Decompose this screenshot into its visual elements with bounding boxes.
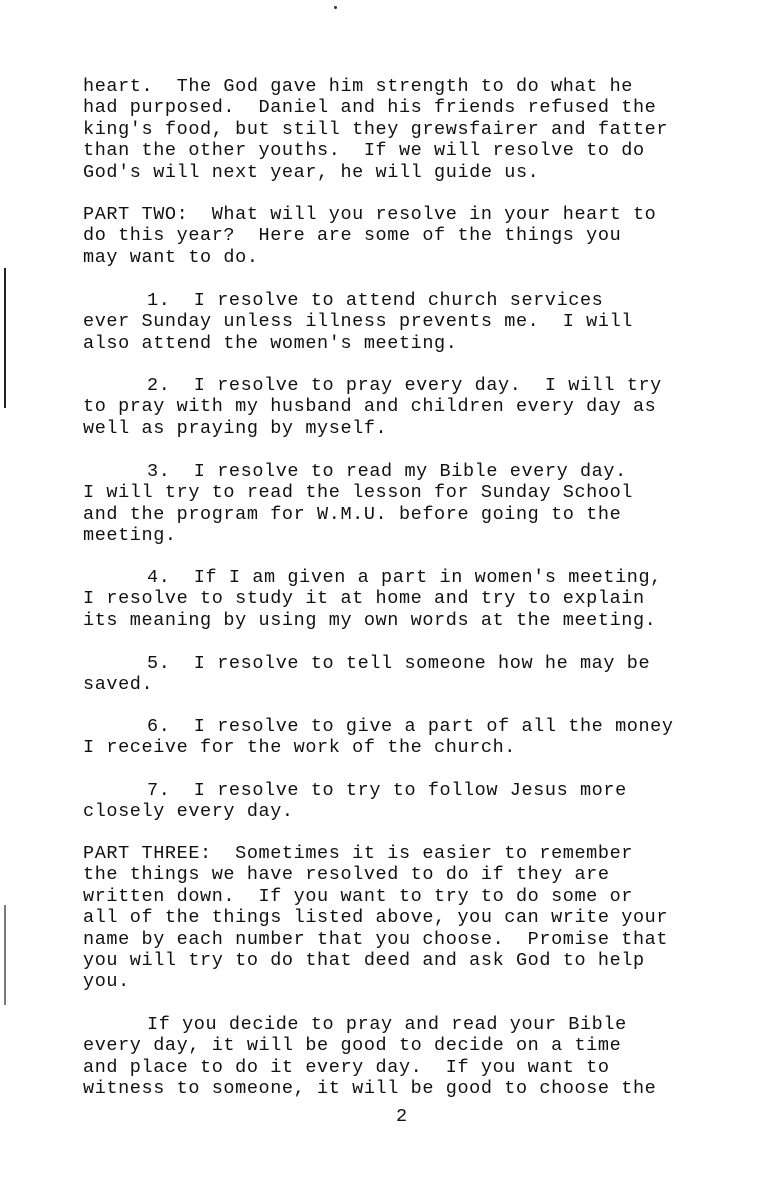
paragraph-part-three	[83, 843, 773, 993]
text-line: its meaning by using my own words at the meeting.	[83, 609, 657, 631]
text-line: 6. I resolve to give a part of all the money	[147, 716, 674, 737]
text-line: well as praying by myself.	[83, 417, 388, 439]
text-line: 5. I resolve to tell someone how he may be	[147, 653, 651, 674]
text-line: 7. I resolve to try to follow Jesus more	[147, 780, 627, 801]
binding-mark-lower	[4, 905, 6, 1005]
text-line: to pray with my husband and children every day as	[83, 396, 657, 418]
text-line: PART THREE: Sometimes it is easier to remember	[83, 843, 633, 864]
resolution-item-7	[83, 780, 773, 823]
text-line: name by each number that you choose. Promise that	[83, 928, 669, 950]
text-line: saved.	[83, 674, 154, 696]
paragraph-intro	[83, 76, 773, 183]
text-line: may want to do.	[83, 246, 259, 268]
text-line: I receive for the work of the church.	[83, 737, 516, 759]
text-line: 1. I resolve to attend church services	[147, 290, 604, 311]
text-line: 3. I resolve to read my Bible every day.	[147, 461, 627, 482]
scan-speck	[334, 6, 337, 9]
resolution-item-5	[83, 653, 773, 696]
text-line: all of the things listed above, you can write your	[83, 907, 669, 929]
text-line: every day, it will be good to decide on a time	[83, 1035, 622, 1057]
text-line: I resolve to study it at home and try to explain	[83, 588, 645, 610]
text-line: closely every day.	[83, 801, 294, 823]
resolution-item-3	[83, 461, 773, 547]
text-line: king's food, but still they grewsfairer and fatter	[83, 118, 669, 140]
text-line: 2. I resolve to pray every day. I will try	[147, 375, 662, 396]
text-line: and place to do it every day. If you want to	[83, 1056, 610, 1078]
text-line: do this year? Here are some of the things you	[83, 225, 622, 247]
text-line: you.	[83, 971, 130, 993]
resolution-item-2	[83, 375, 773, 439]
text-line: had purposed. Daniel and his friends refused the	[83, 97, 657, 119]
text-line: If you decide to pray and read your Bible	[147, 1014, 627, 1035]
page-number: 2	[396, 1106, 408, 1127]
text-line: 4. If I am given a part in women's meeting,	[147, 567, 662, 588]
resolution-item-4	[83, 567, 773, 631]
text-line: and the program for W.M.U. before going to the	[83, 503, 622, 525]
text-line: heart. The God gave him strength to do what he	[83, 76, 633, 97]
text-line: ever Sunday unless illness prevents me. I will	[83, 311, 633, 333]
text-line: you will try to do that deed and ask God to help	[83, 950, 645, 972]
text-line: witness to someone, it will be good to choose the	[83, 1078, 657, 1100]
text-line: written down. If you want to try to do some or	[83, 885, 633, 907]
resolution-item-1	[83, 290, 773, 354]
text-line: I will try to read the lesson for Sunday School	[83, 482, 633, 504]
text-line: also attend the women's meeting.	[83, 332, 458, 354]
text-line: PART TWO: What will you resolve in your heart to	[83, 204, 657, 225]
paragraph-closing	[83, 1014, 773, 1100]
text-line: the things we have resolved to do if they are	[83, 864, 610, 886]
paragraph-part-two	[83, 204, 773, 268]
resolution-item-6	[83, 716, 773, 759]
binding-mark-upper	[4, 268, 6, 408]
text-line: meeting.	[83, 525, 177, 547]
text-line: than the other youths. If we will resolve to do	[83, 140, 645, 162]
text-line: God's will next year, he will guide us.	[83, 161, 540, 183]
